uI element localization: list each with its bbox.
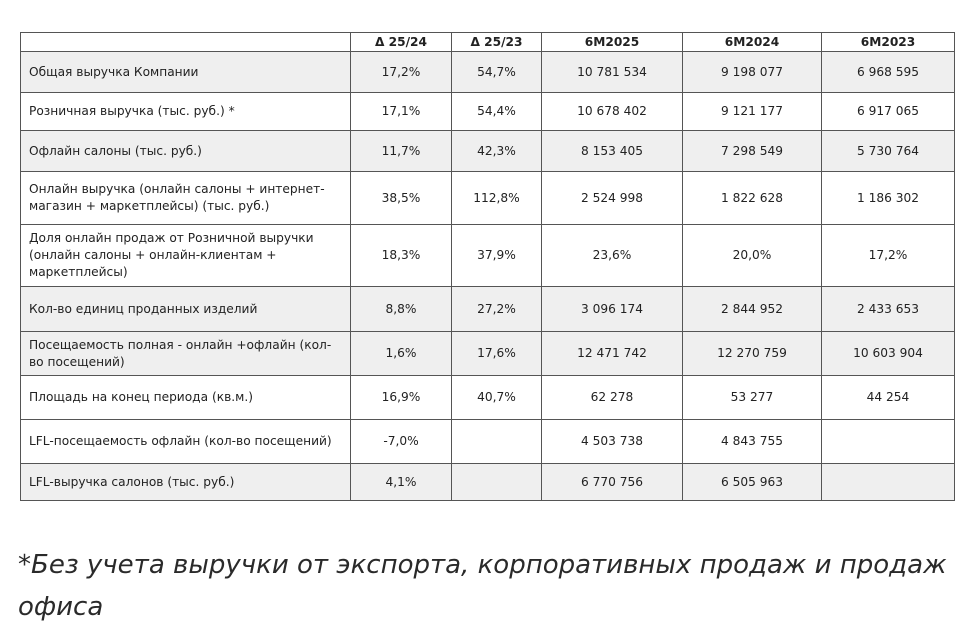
table-cell: 12 471 742 [542,332,683,376]
table-cell: 38,5% [351,172,452,225]
table-row [21,287,955,332]
table-cell: 6 968 595 [822,52,955,93]
table-cell: 2 524 998 [542,172,683,225]
table-cell: 4 843 755 [683,420,822,464]
table-cell: 11,7% [351,131,452,172]
header-cell-6m2023: 6М2023 [822,33,955,52]
table-cell: 17,2% [351,52,452,93]
table-cell: 2 433 653 [822,287,955,332]
table-cell: 6 505 963 [683,464,822,501]
row-label: Кол-во единиц проданных изделий [21,287,351,332]
table-row [21,93,955,131]
table-cell: 10 603 904 [822,332,955,376]
table-cell: 27,2% [452,287,542,332]
table-cell: 17,2% [822,225,955,287]
table-row [21,464,955,501]
table-cell: 10 781 534 [542,52,683,93]
table-row [21,420,955,464]
row-label: Общая выручка Компании [21,52,351,93]
table-cell: 6 770 756 [542,464,683,501]
table-cell: 1 822 628 [683,172,822,225]
table-cell: 37,9% [452,225,542,287]
row-label: Посещаемость полная - онлайн +офлайн (кол-во посещений) [21,332,351,376]
row-label: Розничная выручка (тыс. руб.) * [21,93,351,131]
header-cell-delta-25-23: Δ 25/23 [452,33,542,52]
table-cell: 112,8% [452,172,542,225]
table-cell: 6 917 065 [822,93,955,131]
header-cell-metric [21,33,351,52]
header-row [21,33,955,52]
table-cell: 9 121 177 [683,93,822,131]
row-label: LFL-посещаемость офлайн (кол-во посещений) [21,420,351,464]
kpi-table [20,32,955,501]
header-cell-6m2024: 6М2024 [683,33,822,52]
row-label: LFL-выручка салонов (тыс. руб.) [21,464,351,501]
header-cell-6m2025: 6М2025 [542,33,683,52]
row-label: Онлайн выручка (онлайн салоны + интернет-магазин + маркетплейсы) (тыс. руб.) [21,172,351,225]
table-row [21,52,955,93]
table-cell: 53 277 [683,376,822,420]
table-cell [822,420,955,464]
table-cell: 3 096 174 [542,287,683,332]
table-cell [822,464,955,501]
table-cell: 16,9% [351,376,452,420]
table-cell: 9 198 077 [683,52,822,93]
table-cell: 17,1% [351,93,452,131]
table-cell: 4,1% [351,464,452,501]
table-cell [452,464,542,501]
table-cell: 2 844 952 [683,287,822,332]
table-cell: 8 153 405 [542,131,683,172]
table-cell: 1,6% [351,332,452,376]
table-cell [452,420,542,464]
table-cell: 8,8% [351,287,452,332]
table-cell: 1 186 302 [822,172,955,225]
table-cell: 5 730 764 [822,131,955,172]
table-cell: 40,7% [452,376,542,420]
table-cell: 17,6% [452,332,542,376]
table-cell: 44 254 [822,376,955,420]
footnote: *Без учета выручки от экспорта, корпоративных продаж и продаж офиса [18,550,947,622]
header-cell-delta-25-24: Δ 25/24 [351,33,452,52]
table-cell: 4 503 738 [542,420,683,464]
table-row [21,172,955,225]
table-cell: 7 298 549 [683,131,822,172]
table-cell: 62 278 [542,376,683,420]
table-row [21,332,955,376]
table-body [21,52,955,501]
table-cell: 12 270 759 [683,332,822,376]
row-label: Доля онлайн продаж от Розничной выручки (онлайн салоны + онлайн-клиентам + маркетплейсы) [21,225,351,287]
row-label: Офлайн салоны (тыс. руб.) [21,131,351,172]
table-row [21,225,955,287]
table-row [21,131,955,172]
table-row [21,376,955,420]
table-cell: 54,7% [452,52,542,93]
table-cell: 20,0% [683,225,822,287]
table-cell: 23,6% [542,225,683,287]
table-cell: 18,3% [351,225,452,287]
table-cell: 54,4% [452,93,542,131]
table-cell: 42,3% [452,131,542,172]
table-cell: -7,0% [351,420,452,464]
table-cell: 10 678 402 [542,93,683,131]
row-label: Площадь на конец периода (кв.м.) [21,376,351,420]
